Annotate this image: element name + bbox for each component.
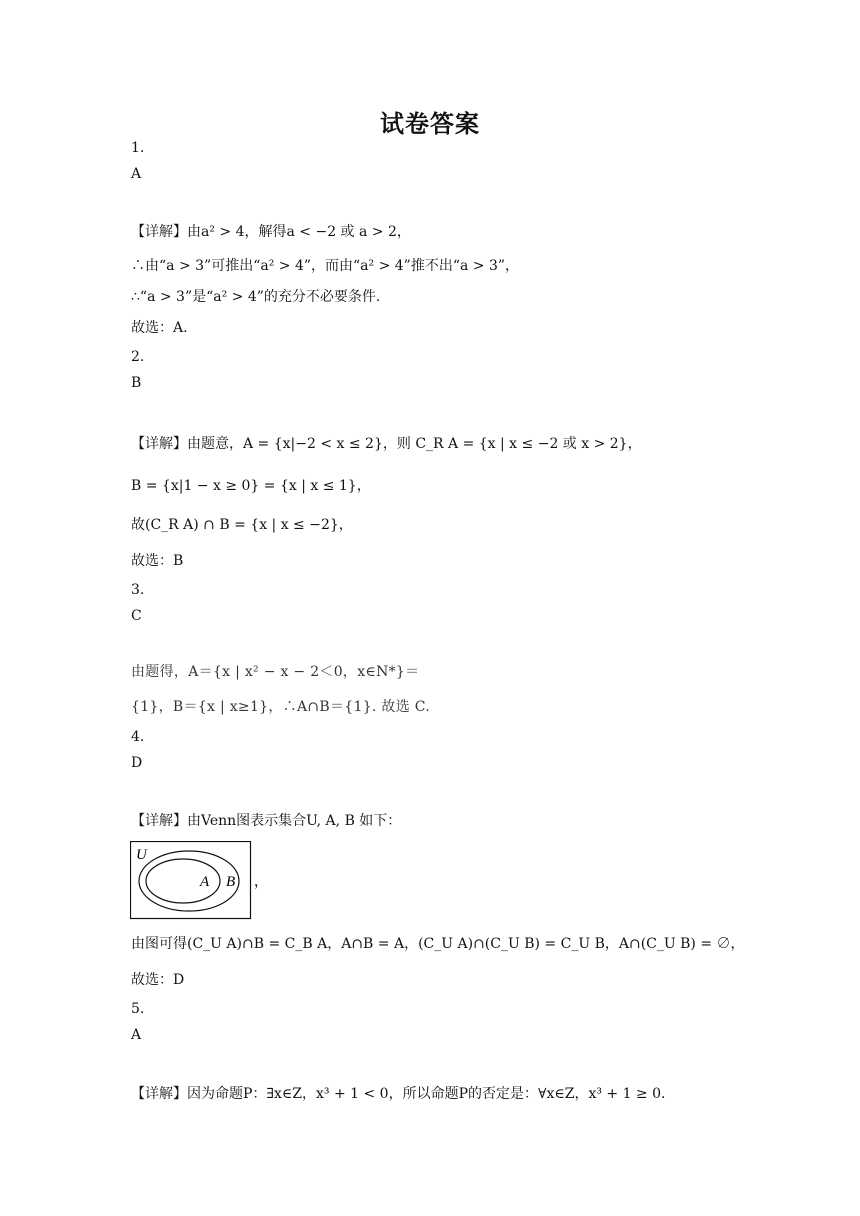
scanned-solution-line: {1}，B＝{x | x≥1}，∴A∩B＝{1}. 故选 C.	[131, 699, 431, 715]
detail-line: 【详解】由题意，A = {x|−2 < x ≤ 2}，则 C_R A = {x | x ≤ −2 或 x > 2}，	[131, 436, 642, 452]
choose-line: 故选：B	[131, 553, 184, 569]
question-number: 3.	[131, 582, 145, 598]
answer-letter: B	[131, 375, 142, 391]
detail-text: 【详解】由a² > 4，解得a < −2 或 a > 2，	[131, 224, 411, 240]
question-number: 2.	[131, 349, 145, 365]
scanned-solution-line: 由题得，A＝{x | x² − x − 2＜0，x∈N*}＝	[131, 664, 420, 680]
answer-letter: A	[131, 1027, 142, 1043]
choose-line: 故选：D	[131, 972, 185, 988]
venn-label-u: U	[136, 847, 147, 863]
venn-label-a: A	[200, 874, 210, 890]
detail-line	[131, 222, 411, 242]
choose-line: 故选：A.	[131, 320, 188, 336]
set-b-line: B = {x|1 − x ≥ 0} = {x | x ≤ 1}，	[131, 478, 371, 494]
venn-label-b: B	[226, 874, 236, 890]
page-title: 试卷答案	[380, 110, 480, 138]
intersection-line: 故(C_R A) ∩ B = {x | x ≤ −2}，	[131, 517, 353, 533]
detail-line: 【详解】因为命题P：∃x∈Z，x³ + 1 < 0，所以命题P的否定是：∀x∈Z，x³ + 1 ≥ 0.	[131, 1086, 666, 1102]
detail-line: 【详解】由Venn图表示集合U, A, B 如下：	[131, 813, 402, 829]
conclusion-line: ∴“a > 3”是“a² > 4”的充分不必要条件.	[131, 289, 381, 305]
question-number: 1.	[131, 140, 145, 156]
answer-letter: C	[131, 608, 142, 624]
venn-set-b	[139, 851, 239, 911]
question-number: 4.	[131, 729, 145, 745]
question-number: 5.	[131, 1001, 145, 1017]
venn-diagram	[130, 841, 290, 921]
venn-trailing-comma: ，	[254, 874, 268, 890]
result-line: 由图可得(C_U A)∩B = C_B A，A∩B = A，(C_U A)∩(C_U B) = C_U B，A∩(C_U B) = ∅，	[131, 936, 745, 952]
reasoning-line: ∴由“a > 3”可推出“a² > 4”，而由“a² > 4”推不出“a > 3”，	[131, 258, 520, 274]
answer-letter: D	[131, 755, 143, 771]
answer-letter: A	[131, 166, 142, 182]
